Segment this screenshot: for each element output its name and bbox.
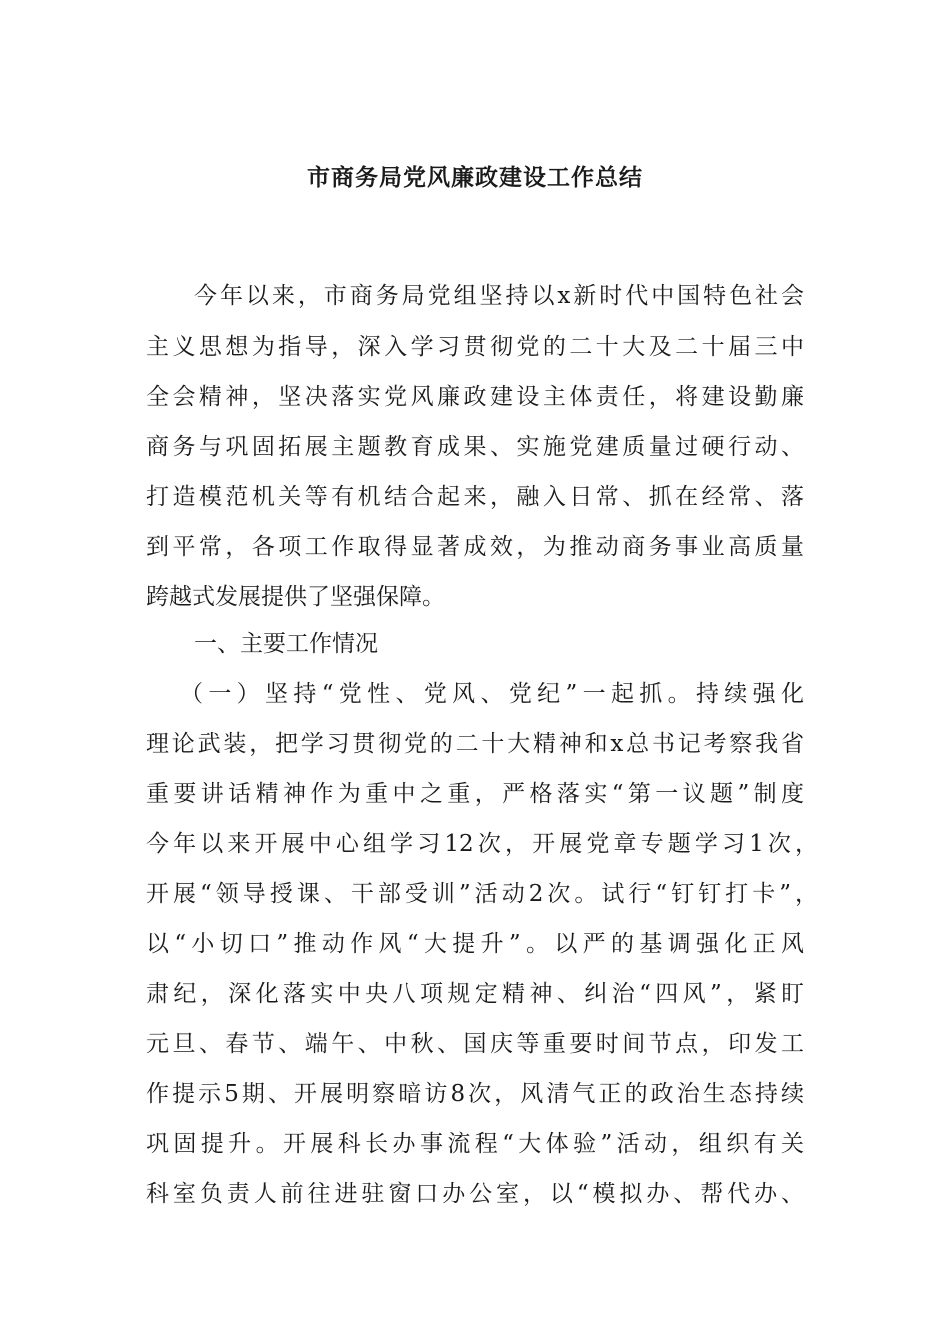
paragraph-line: 元旦、春节、端午、中秋、国庆等重要时间节点，印发工 bbox=[146, 1031, 804, 1057]
paragraph-line: 今年以来开展中心组学习12次，开展党章专题学习1次， bbox=[146, 831, 818, 857]
paragraph-line: 巩固提升。开展科长办事流程“大体验”活动，组织有关 bbox=[146, 1131, 804, 1157]
paragraph-line: 主义思想为指导，深入学习贯彻党的二十大及二十届三中 bbox=[146, 334, 804, 360]
paragraph-line: 科室负责人前往进驻窗口办公室，以“模拟办、帮代办、 bbox=[146, 1181, 804, 1207]
paragraph-line: 打造模范机关等有机结合起来，融入日常、抓在经常、落 bbox=[146, 484, 804, 510]
paragraph-line: 到平常，各项工作取得显著成效，为推动商务事业高质量 bbox=[146, 534, 804, 560]
paragraph-line: 跨越式发展提供了坚强保障。 bbox=[146, 584, 445, 610]
paragraph-line: 以“小切口”推动作风“大提升”。以严的基调强化正风 bbox=[146, 931, 804, 957]
paragraph-line: 商务与巩固拓展主题教育成果、实施党建质量过硬行动、 bbox=[146, 434, 804, 460]
paragraph-line: （一）坚持“党性、党风、党纪”一起抓。持续强化 bbox=[180, 681, 804, 707]
document-title: 市商务局党风廉政建设工作总结 bbox=[307, 164, 643, 191]
paragraph-line: 作提示5期、开展明察暗访8次，风清气正的政治生态持续 bbox=[146, 1081, 804, 1107]
paragraph-line: 全会精神，坚决落实党风廉政建设主体责任，将建设勤廉 bbox=[146, 384, 804, 410]
paragraph-line: 开展“领导授课、干部受训”活动2次。试行“钉钉打卡”， bbox=[146, 881, 818, 907]
paragraph-line: 理论武装，把学习贯彻党的二十大精神和x总书记考察我省 bbox=[146, 731, 804, 757]
paragraph-line: 今年以来，市商务局党组坚持以x新时代中国特色社会 bbox=[194, 283, 804, 309]
paragraph-line: 重要讲话精神作为重中之重，严格落实“第一议题”制度 bbox=[146, 781, 804, 807]
section-heading: 一、主要工作情况 bbox=[194, 631, 378, 657]
paragraph-line: 肃纪，深化落实中央八项规定精神、纠治“四风”，紧盯 bbox=[146, 981, 804, 1007]
